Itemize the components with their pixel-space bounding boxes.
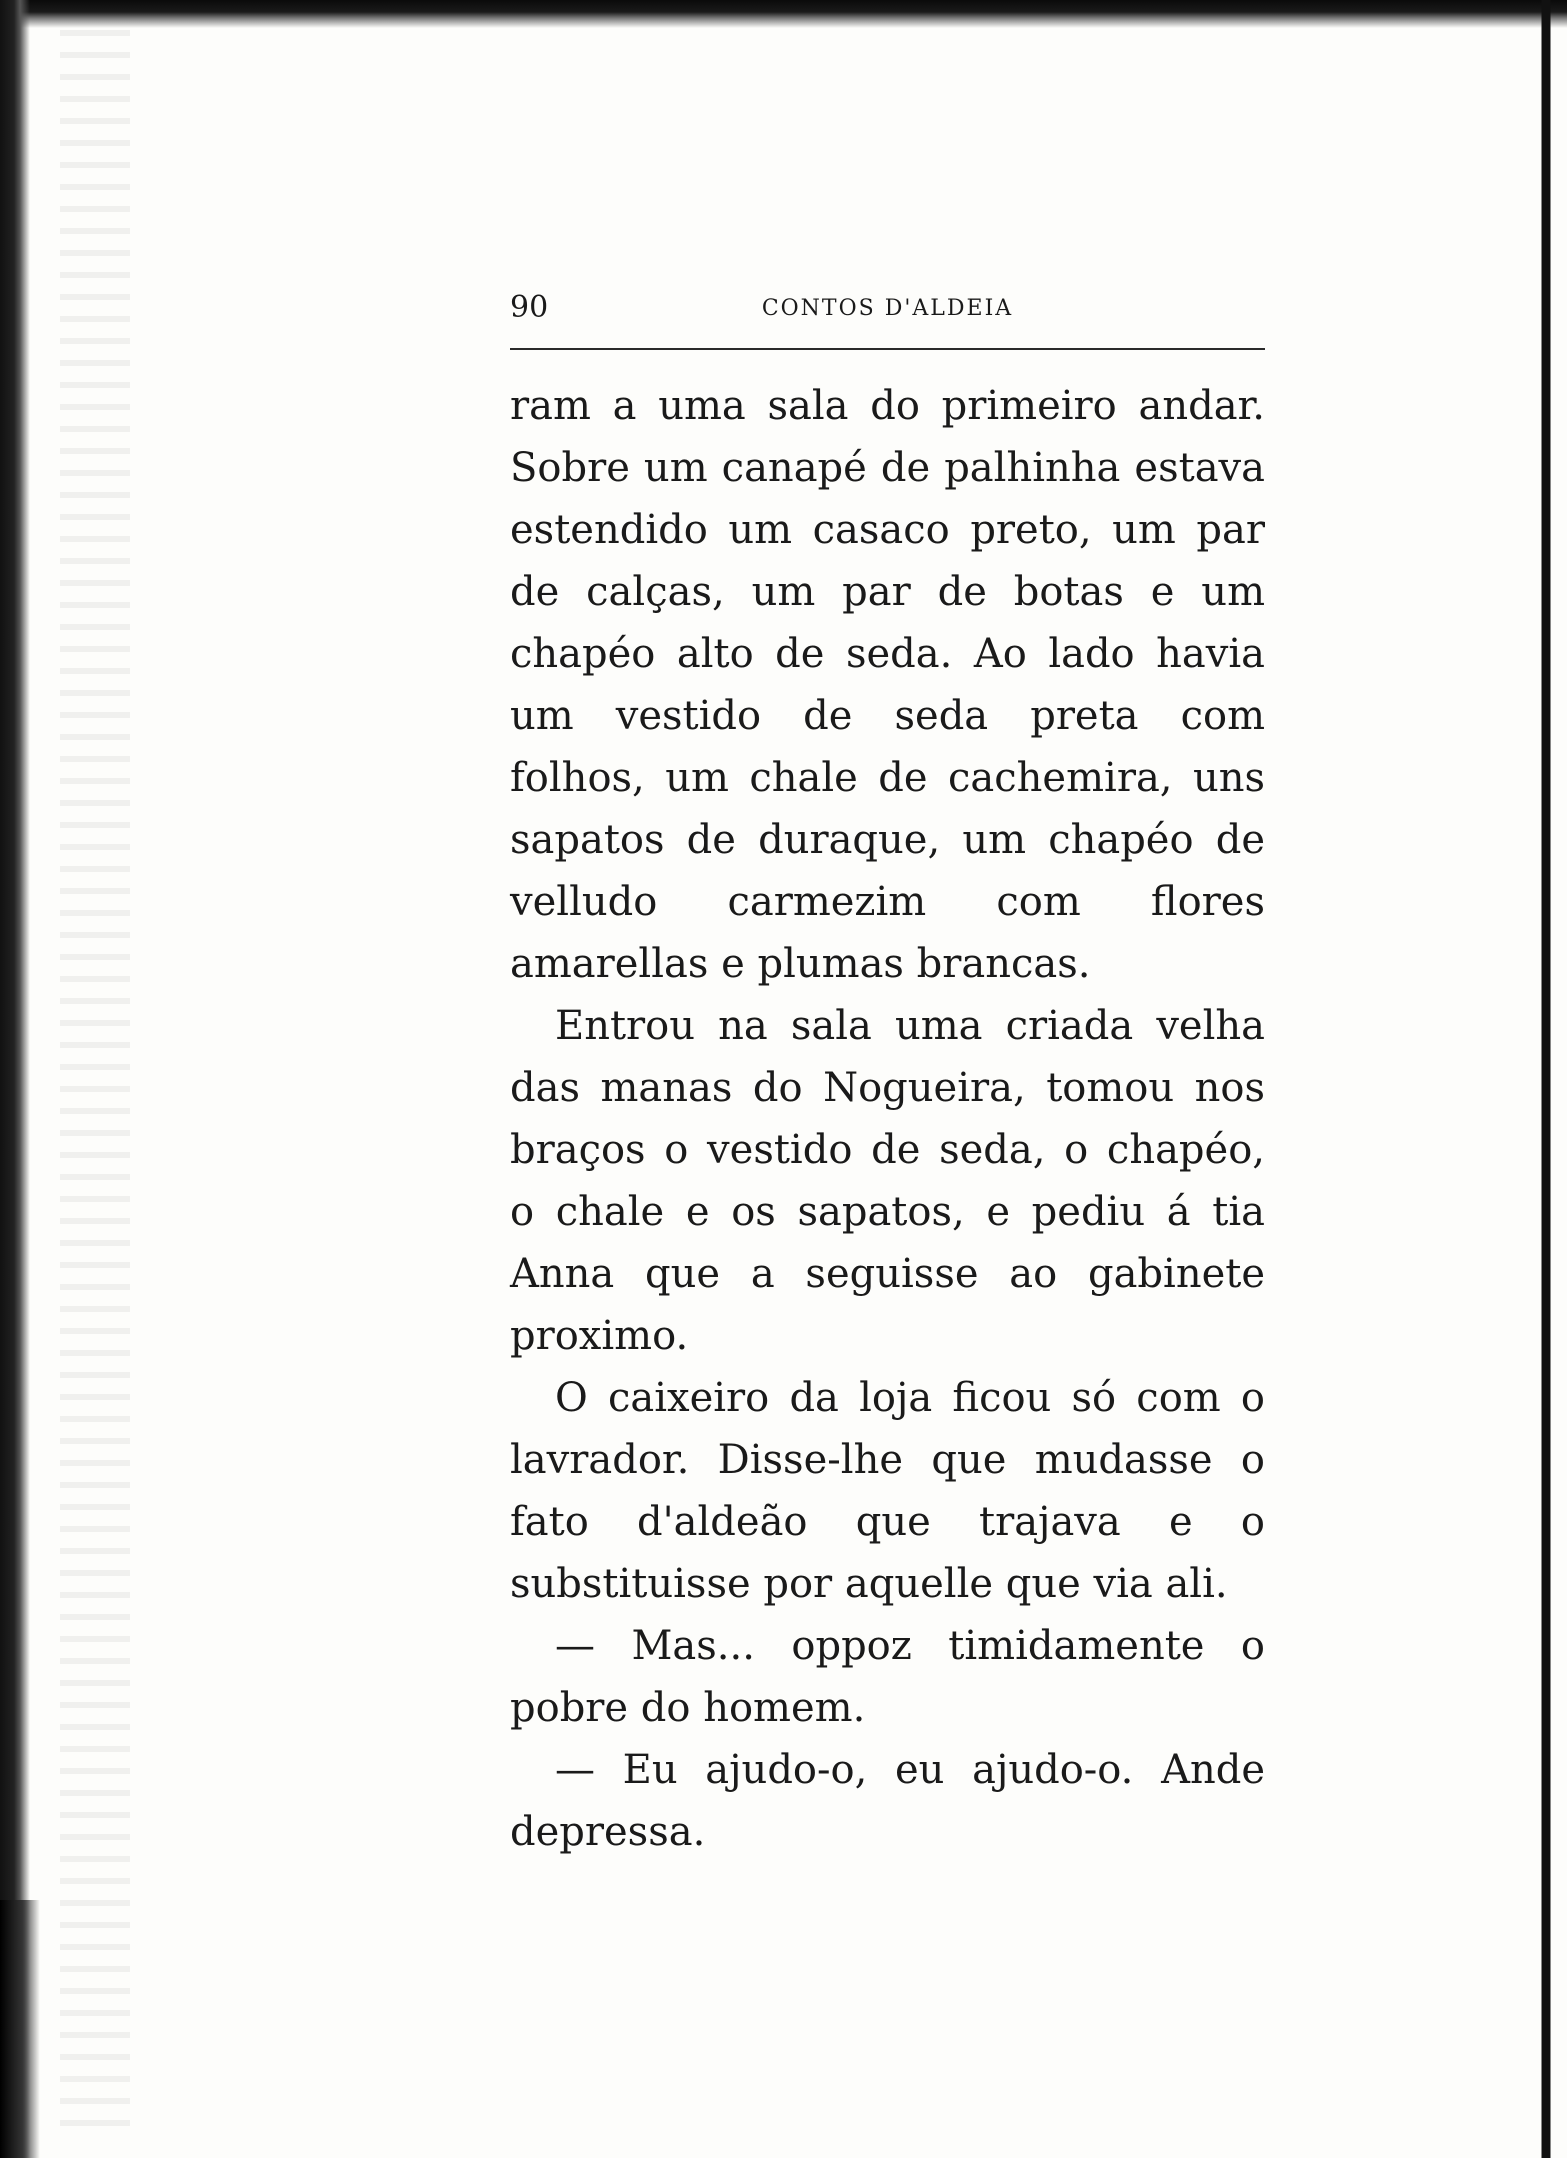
scan-edge-left (0, 0, 30, 2158)
scan-gutter-shadow (60, 30, 130, 2130)
running-title: CONTOS D'ALDEIA (761, 296, 1014, 321)
dialogue-line: — Mas... oppoz timidamente o pobre do homem. (510, 1623, 1265, 1731)
scan-edge-bottom-left (0, 1900, 40, 2158)
scan-edge-right (1531, 0, 1567, 2158)
paragraph: ram a uma sala do primeiro andar. Sobre um canapé de palhinha estava estendido um casaco preto, um par de calças, um par de botas e um chapéo alto de seda. Ao lado havia um vestido de seda preta com folhos, um chale de cachemira, uns sapatos de duraque, um chapéo de velludo carmezim com flores amarellas e plumas brancas. (510, 383, 1265, 987)
scan-edge-top (0, 0, 1567, 28)
paragraph: O caixeiro da loja ficou só com o lavrador. Disse-lhe que mudasse o fato d'aldeão que trajava e o substituisse por aquelle que via ali. (510, 1375, 1265, 1607)
paragraph: Entrou na sala uma criada velha das manas do Nogueira, tomou nos braços o vestido de seda, o chapéo, o chale e os sapatos, e pediu á tia Anna que a seguisse ao gabinete proximo. (510, 1003, 1265, 1359)
body-text (510, 375, 1265, 1863)
dialogue-line: — Eu ajudo-o, eu ajudo-o. Ande depressa. (510, 1747, 1265, 1855)
page-number: 90 (510, 290, 549, 325)
page-header (510, 290, 1265, 350)
